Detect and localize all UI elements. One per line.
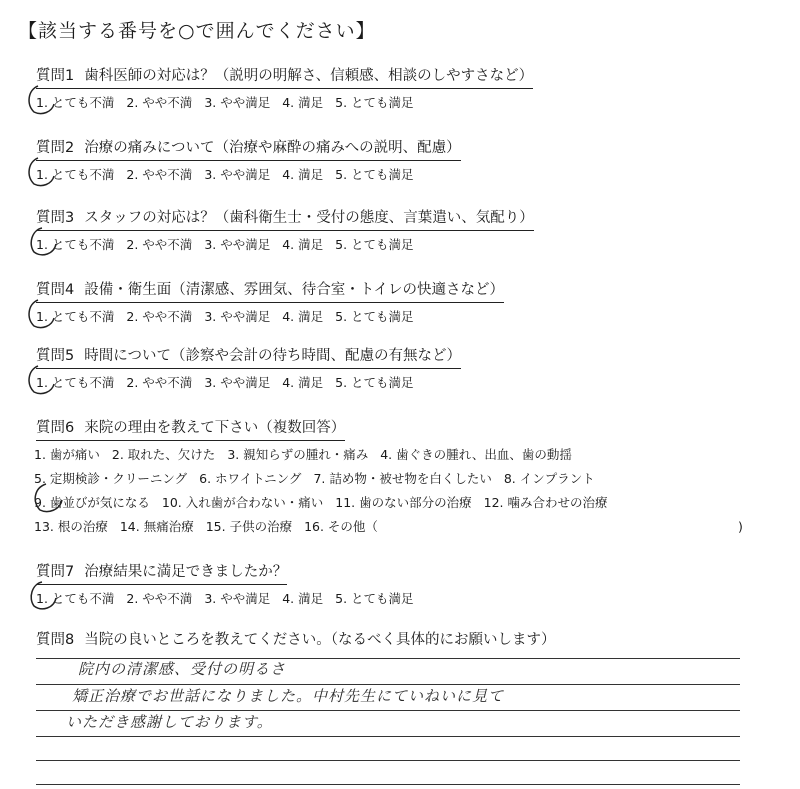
option-2[interactable]: 2. やや不満 bbox=[126, 309, 193, 324]
option-1[interactable]: 1. とても不満 bbox=[36, 167, 115, 182]
reason-option[interactable]: 7. 詰め物・被せ物を白くしたい bbox=[313, 471, 492, 486]
handwritten-answer-line-3: いただき感謝しております。 bbox=[66, 713, 273, 731]
reason-option-other[interactable]: 16. その他（ bbox=[304, 519, 378, 534]
option-3[interactable]: 3. やや満足 bbox=[204, 95, 271, 110]
option-5[interactable]: 5. とても満足 bbox=[335, 237, 414, 252]
question-4-text: 設備・衛生面（清潔感、雰囲気、待合室・トイレの快適さなど） bbox=[84, 282, 505, 298]
option-4[interactable]: 4. 満足 bbox=[282, 591, 324, 606]
reason-option[interactable]: 15. 子供の治療 bbox=[205, 519, 293, 534]
option-1[interactable]: 1. とても不満 bbox=[36, 95, 115, 110]
question-6 bbox=[36, 418, 345, 441]
option-1[interactable]: 1. とても不満 bbox=[36, 375, 115, 390]
answer-line bbox=[36, 784, 740, 785]
page-title: 【該当する番号を○で囲んでください】 bbox=[18, 20, 376, 42]
option-5[interactable]: 5. とても満足 bbox=[335, 309, 414, 324]
question-1-options bbox=[36, 94, 426, 112]
question-6-row-2 bbox=[34, 470, 607, 488]
question-7-text: 治療結果に満足できましたか？ bbox=[84, 564, 288, 580]
question-4-options bbox=[36, 308, 426, 326]
question-1-text: 歯科医師の対応は？（説明の明解さ、信頼感、相談のしやすさなど） bbox=[84, 68, 534, 84]
question-3 bbox=[36, 208, 534, 231]
question-4 bbox=[36, 280, 504, 303]
question-2 bbox=[36, 138, 461, 161]
question-2-text: 治療の痛みについて（治療や麻酔の痛みへの説明、配慮） bbox=[84, 140, 461, 156]
reason-option[interactable]: 10. 入れ歯が合わない・痛い bbox=[161, 495, 324, 510]
option-3[interactable]: 3. やや満足 bbox=[204, 167, 271, 182]
question-8-number: 質問8 bbox=[36, 632, 75, 648]
option-4[interactable]: 4. 満足 bbox=[282, 375, 324, 390]
reason-option[interactable]: 4. 歯ぐきの腫れ、出血、歯の動揺 bbox=[380, 447, 572, 462]
handwritten-answer-line-1: 院内の清潔感、受付の明るさ bbox=[78, 660, 287, 678]
option-2[interactable]: 2. やや不満 bbox=[126, 237, 193, 252]
reason-option[interactable]: 8. インプラント bbox=[503, 471, 595, 486]
reason-option[interactable]: 11. 歯のない部分の治療 bbox=[335, 495, 472, 510]
question-3-number: 質問3 bbox=[36, 210, 75, 226]
option-3[interactable]: 3. やや満足 bbox=[204, 237, 271, 252]
reason-option[interactable]: 5. 定期検診・クリーニング bbox=[34, 471, 188, 486]
question-7-options bbox=[36, 590, 426, 608]
question-8-text: 当院の良いところを教えてください。（なるべく具体的にお願いします） bbox=[84, 632, 556, 648]
question-6-row-4 bbox=[34, 518, 390, 536]
question-2-options bbox=[36, 166, 426, 184]
question-7-number: 質問7 bbox=[36, 564, 75, 580]
option-4[interactable]: 4. 満足 bbox=[282, 309, 324, 324]
option-5[interactable]: 5. とても満足 bbox=[335, 167, 414, 182]
answer-line bbox=[36, 760, 740, 761]
question-3-options bbox=[36, 236, 426, 254]
option-1[interactable]: 1. とても不満 bbox=[36, 237, 115, 252]
option-3[interactable]: 3. やや満足 bbox=[204, 375, 271, 390]
question-5 bbox=[36, 346, 461, 369]
question-2-number: 質問2 bbox=[36, 140, 75, 156]
option-4[interactable]: 4. 満足 bbox=[282, 167, 324, 182]
option-3[interactable]: 3. やや満足 bbox=[204, 591, 271, 606]
option-2[interactable]: 2. やや不満 bbox=[126, 95, 193, 110]
question-6-text: 来院の理由を教えて下さい（複数回答） bbox=[84, 420, 346, 436]
question-6-row-3 bbox=[34, 494, 619, 512]
option-5[interactable]: 5. とても満足 bbox=[335, 591, 414, 606]
reason-option[interactable]: 12. 噛み合わせの治療 bbox=[483, 495, 608, 510]
option-1[interactable]: 1. とても不満 bbox=[36, 309, 115, 324]
option-4[interactable]: 4. 満足 bbox=[282, 95, 324, 110]
reason-option[interactable]: 14. 無痛治療 bbox=[119, 519, 194, 534]
option-2[interactable]: 2. やや不満 bbox=[126, 591, 193, 606]
question-8 bbox=[36, 630, 555, 652]
option-5[interactable]: 5. とても満足 bbox=[335, 95, 414, 110]
reason-option[interactable]: 6. ホワイトニング bbox=[199, 471, 302, 486]
question-4-number: 質問4 bbox=[36, 282, 75, 298]
question-6-row-1 bbox=[34, 446, 584, 464]
option-2[interactable]: 2. やや不満 bbox=[126, 375, 193, 390]
question-7 bbox=[36, 562, 287, 585]
question-1-number: 質問1 bbox=[36, 68, 75, 84]
question-5-options bbox=[36, 374, 426, 392]
reason-option[interactable]: 1. 歯が痛い bbox=[34, 447, 100, 462]
option-3[interactable]: 3. やや満足 bbox=[204, 309, 271, 324]
reason-option[interactable]: 13. 根の治療 bbox=[34, 519, 108, 534]
question-6-number: 質問6 bbox=[36, 420, 75, 436]
other-close-paren: ) bbox=[738, 519, 743, 534]
reason-option[interactable]: 3. 親知らずの腫れ・痛み bbox=[227, 447, 369, 462]
answer-line bbox=[36, 736, 740, 737]
question-5-text: 時間について（診察や会計の待ち時間、配慮の有無など） bbox=[84, 348, 461, 364]
question-3-text: スタッフの対応は？（歯科衛生士・受付の態度、言葉遣い、気配り） bbox=[84, 210, 534, 226]
handwritten-answer-line-2: 矯正治療でお世話になりました。中村先生にていねいに見て bbox=[72, 687, 505, 705]
reason-option[interactable]: 9. 歯並びが気になる bbox=[34, 495, 150, 510]
question-1 bbox=[36, 66, 533, 89]
reason-option[interactable]: 2. 取れた、欠けた bbox=[111, 447, 216, 462]
question-5-number: 質問5 bbox=[36, 348, 75, 364]
option-5[interactable]: 5. とても満足 bbox=[335, 375, 414, 390]
option-4[interactable]: 4. 満足 bbox=[282, 237, 324, 252]
option-1[interactable]: 1. とても不満 bbox=[36, 591, 115, 606]
option-2[interactable]: 2. やや不満 bbox=[126, 167, 193, 182]
